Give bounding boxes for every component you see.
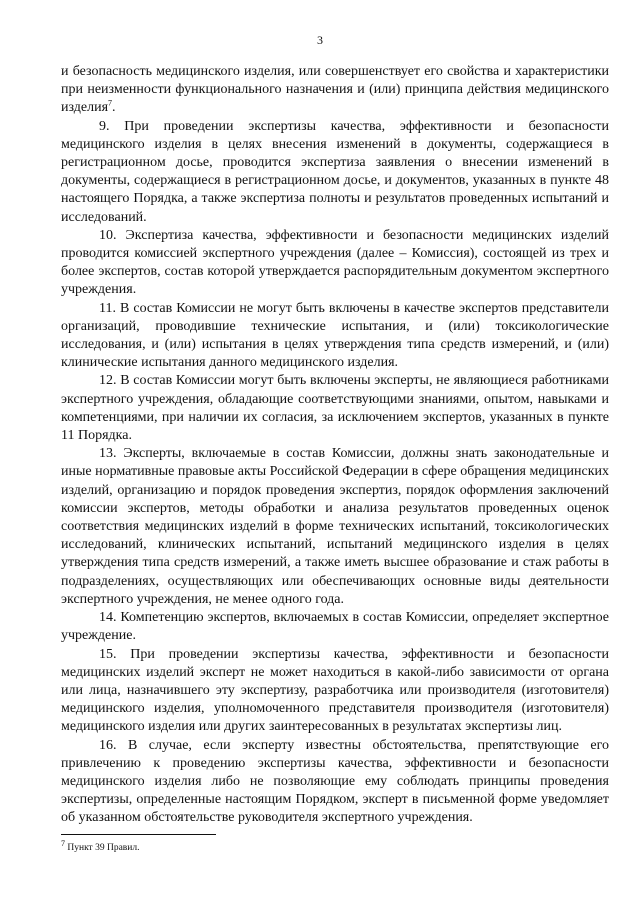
paragraph-10: 10. Экспертиза качества, эффективности и безопасности медицинских изделий проводится комиссией экспертного учреждения (далее – Комиссия), состоящей из трех и более экспертов, состав которой утверждается распорядительным документом экспертного учреждения. <box>61 227 609 298</box>
paragraph-text: и безопасность медицинского изделия, или совершенствует его свойства и характеристики при неизменности функционального назначения и (или) принципа действия медицинского изделия <box>61 64 609 116</box>
footnote <box>61 838 609 854</box>
paragraph-9: 9. При проведении экспертизы качества, эффективности и безопасности медицинского изделия в целях внесения изменений в документы, содержащиеся в регистрационном досье, проводится экспертиза заявления о внесении изменений в документы, содержащиеся в регистрационном досье, и документов, указанных в пункте 48 настоящего Порядка, а также экспертиза полноты и результатов проведенных испытаний и исследований. <box>61 118 609 225</box>
footnote-text: Пункт 39 Правил. <box>65 843 140 853</box>
paragraph-continuation <box>61 63 609 118</box>
paragraph-tail: . <box>112 100 116 116</box>
page-number: 3 <box>317 33 323 47</box>
paragraph-11: 11. В состав Комиссии не могут быть включены в качестве экспертов представители организаций, проводившие технические испытания, и (или) токсикологические исследования, и (или) испытания в целях утверждения типа средств измерений, и (или) клинические испытания данного медицинского изделия. <box>61 300 609 371</box>
paragraph-12: 12. В состав Комиссии могут быть включены эксперты, не являющиеся работниками экспертного учреждения, обладающие соответствующими знаниями, опытом, навыками и компетенциями, при наличии их согласия, за исключением экспертов, указанных в пункте 11 Порядка. <box>61 373 609 444</box>
paragraph-16: 16. В случае, если эксперту известны обстоятельства, препятствующие его привлечению к проведению экспертизы качества, эффективности и безопасности медицинского изделия либо не позволяющие ему соблюдать принципы проведения экспертизы, определенные настоящим Порядком, эксперт в письменной форме уведомляет об указанном обстоятельстве руководителя экспертного учреждения. <box>61 737 609 826</box>
paragraph-13: 13. Эксперты, включаемые в состав Комиссии, должны знать законодательные и иные нормативные правовые акты Российской Федерации в сфере обращения медицинских изделий, организацию и порядок проведения экспертиз, порядок оформления заключений комиссии экспертов, методы обработки и анализа результатов проведенных оценок соответствия медицинских изделий в форме технических испытаний, токсикологических исследований, клинических испытаний, испытаний медицинского изделия в целях утверждения типа средств измерений, а также иметь высшее образование и стаж работы в подразделениях, осуществляющих или обеспечивающих основные виды деятельности экспертного учреждения, не менее одного года. <box>61 446 609 607</box>
paragraph-15: 15. При проведении экспертизы качества, эффективности и безопасности медицинских изделий эксперт не может находиться в какой-либо зависимости от органа или лица, назначившего эту экспертизу, разработчика или производителя (изготовителя) медицинского изделия, уполномоченного представителя производителя (изготовителя) медицинского изделия или других заинтересованных в результатах экспертизы лиц. <box>61 646 609 735</box>
footnote-divider <box>61 834 216 835</box>
footnote-mark: 7 <box>61 838 65 848</box>
paragraph-14: 14. Компетенцию экспертов, включаемых в состав Комиссии, определяет экспертное учреждение. <box>61 610 609 644</box>
footnote-reference: 7 <box>108 98 113 108</box>
body-text <box>61 63 609 828</box>
